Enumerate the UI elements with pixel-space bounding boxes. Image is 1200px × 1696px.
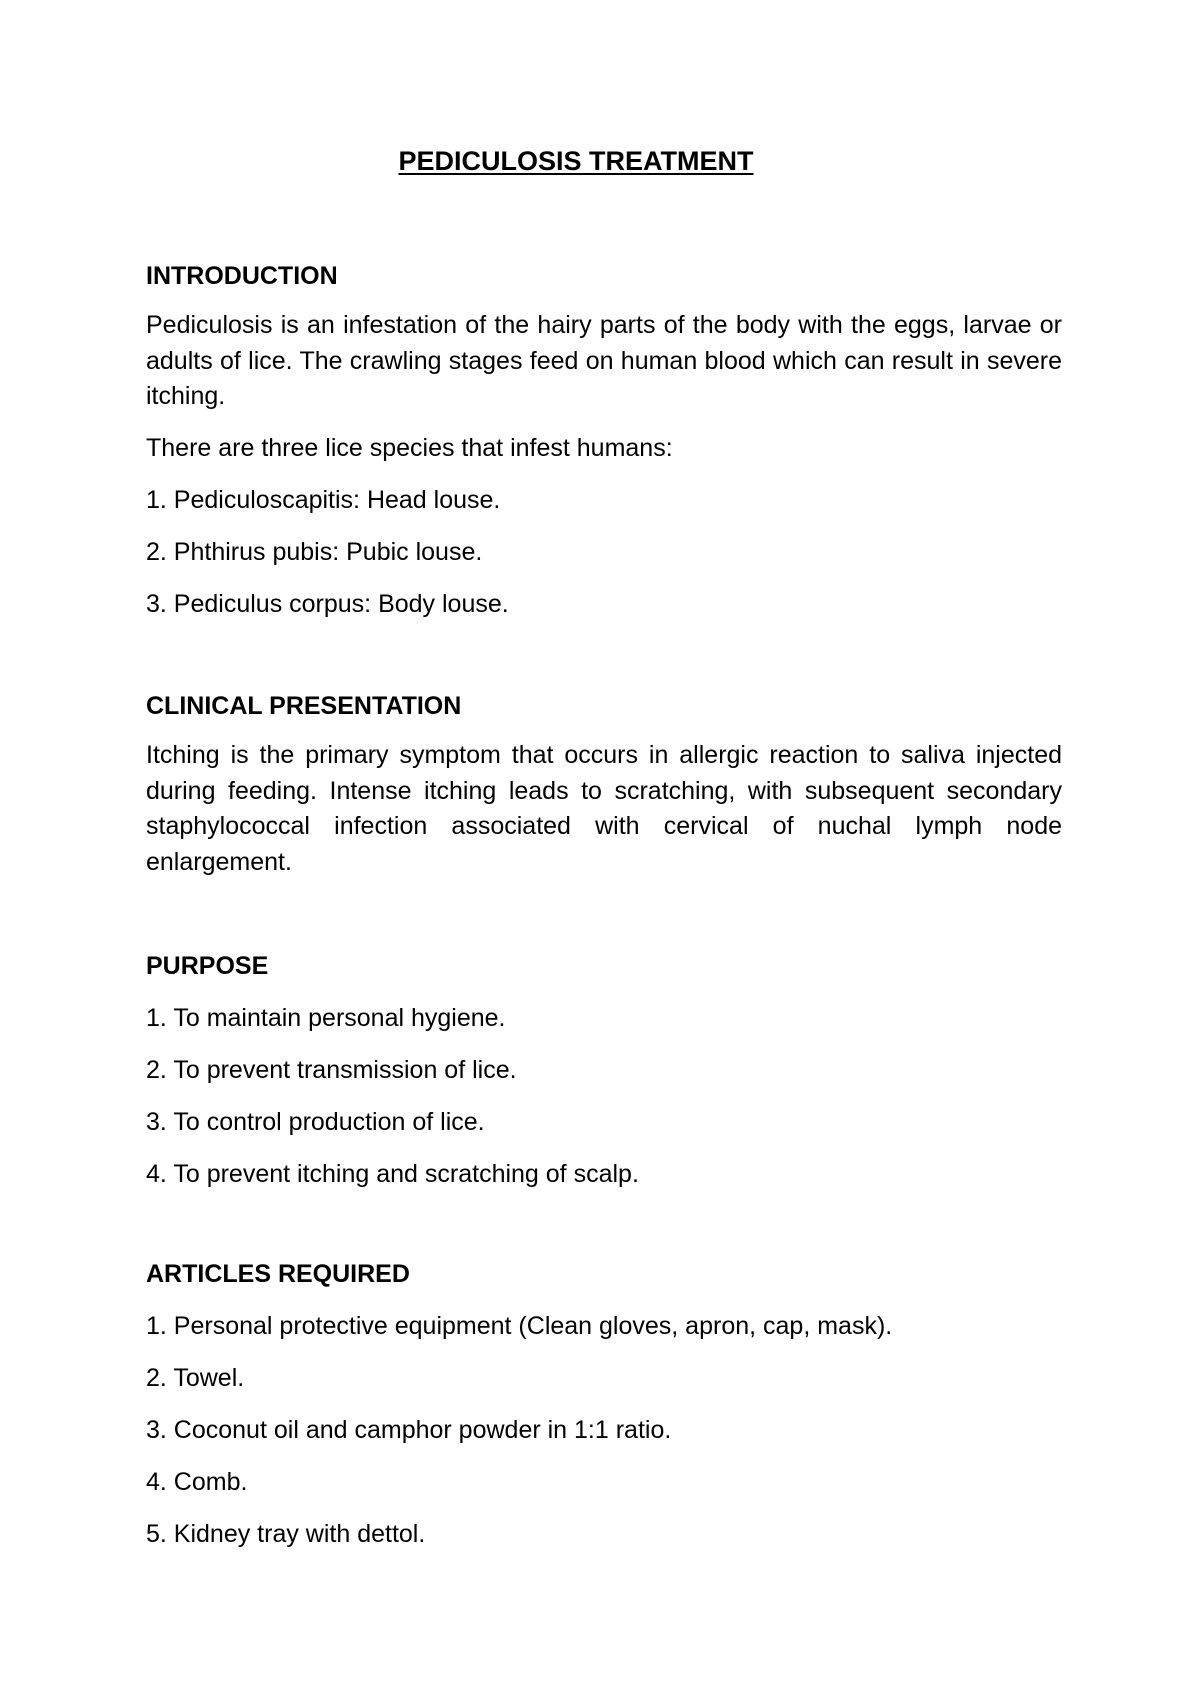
species-item-2-block bbox=[146, 534, 1060, 570]
species-intro-block bbox=[146, 430, 1060, 466]
articles-item-1-block bbox=[146, 1308, 1060, 1344]
purpose-section bbox=[146, 948, 1060, 984]
introduction-paragraph: Pediculosis is an infestation of the hairy parts of the body with the eggs, larvae or adults of lice. The crawling stages feed on human blood which can result in severe itching. bbox=[146, 311, 1062, 410]
articles-item: 1. Personal protective equipment (Clean gloves, apron, cap, mask). bbox=[146, 1312, 893, 1340]
species-item: 3. Pediculus corpus: Body louse. bbox=[146, 590, 509, 618]
articles-item: 2. Towel. bbox=[146, 1364, 245, 1392]
species-item-3-block bbox=[146, 586, 1060, 622]
articles-required-heading: ARTICLES REQUIRED bbox=[146, 1260, 410, 1288]
purpose-item-1-block bbox=[146, 1000, 1060, 1036]
clinical-paragraph-block bbox=[146, 738, 1062, 880]
purpose-item: 3. To control production of lice. bbox=[146, 1108, 485, 1136]
document-title: PEDICULOSIS TREATMENT bbox=[398, 146, 754, 176]
articles-item-5-block bbox=[146, 1516, 1060, 1552]
clinical-presentation-paragraph: Itching is the primary symptom that occurs in allergic reaction to saliva injected during feeding. Intense itching leads to scratching, with subsequent secondary staphylococcal infection associated with cervical of nuchal lymph node enlargement. bbox=[146, 741, 1062, 876]
species-intro: There are three lice species that infest humans: bbox=[146, 434, 673, 462]
articles-item-4-block bbox=[146, 1464, 1060, 1500]
species-item: 2. Phthirus pubis: Pubic louse. bbox=[146, 538, 483, 566]
species-item: 1. Pediculoscapitis: Head louse. bbox=[146, 486, 501, 514]
purpose-item: 2. To prevent transmission of lice. bbox=[146, 1056, 517, 1084]
clinical-presentation-section bbox=[146, 688, 1060, 724]
articles-item-3-block bbox=[146, 1412, 1060, 1448]
introduction-paragraph-block bbox=[146, 308, 1062, 415]
articles-required-section bbox=[146, 1256, 1060, 1292]
articles-item: 3. Coconut oil and camphor powder in 1:1 ratio. bbox=[146, 1416, 672, 1444]
purpose-item: 1. To maintain personal hygiene. bbox=[146, 1004, 506, 1032]
articles-item: 5. Kidney tray with dettol. bbox=[146, 1520, 426, 1548]
species-item-1-block bbox=[146, 482, 1060, 518]
purpose-item-2-block bbox=[146, 1052, 1060, 1088]
introduction-heading: INTRODUCTION bbox=[146, 262, 338, 290]
purpose-item-3-block bbox=[146, 1104, 1060, 1140]
purpose-item-4-block bbox=[146, 1156, 1060, 1192]
introduction-section bbox=[146, 258, 1060, 294]
purpose-heading: PURPOSE bbox=[146, 952, 269, 980]
clinical-presentation-heading: CLINICAL PRESENTATION bbox=[146, 692, 462, 720]
purpose-item: 4. To prevent itching and scratching of scalp. bbox=[146, 1160, 639, 1188]
articles-item-2-block bbox=[146, 1360, 1060, 1396]
articles-item: 4. Comb. bbox=[146, 1468, 248, 1496]
